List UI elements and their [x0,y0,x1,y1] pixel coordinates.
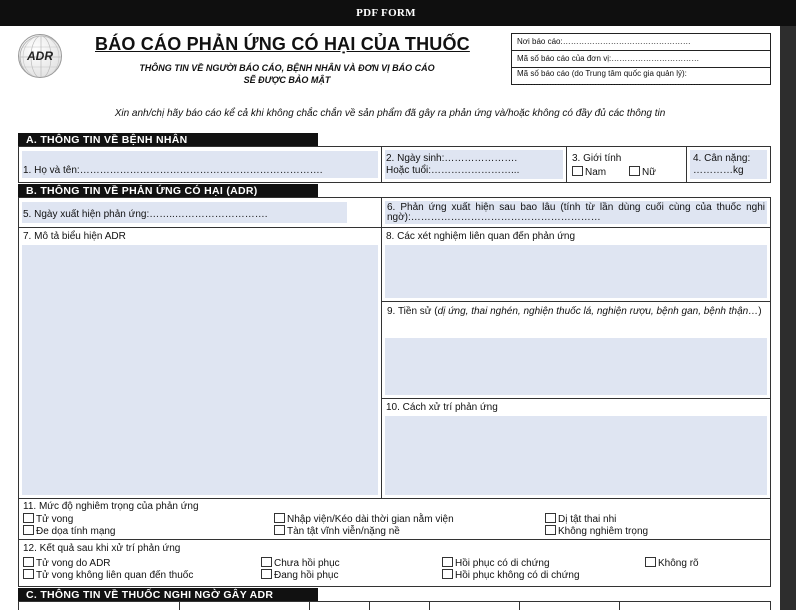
severity-birth-defect-checkbox[interactable] [545,513,556,523]
description-input[interactable] [22,245,378,495]
table-divider [429,602,430,610]
outcome-recovering-checkbox[interactable] [261,569,272,579]
outcome-death-unrelated-label: Tử vong không liên quan đến thuốc [36,570,194,581]
weight-unit: …………kg [693,165,744,176]
section-b-heading: B. THÔNG TIN VỀ PHẢN ỨNG CÓ HẠI (ADR) [18,184,318,197]
pdf-page [0,26,780,610]
outcome-recovered-sequelae-checkbox[interactable] [442,557,453,567]
onset-label: 5. Ngày xuất hiện phản ứng:……..………………………. [23,209,268,220]
severity-label: 11. Mức độ nghiêm trọng của phản ứng [23,501,199,512]
outcome-recovering-label: Đang hồi phục [274,570,339,581]
severity-death-label: Tử vong [36,514,74,525]
outcome-recovering-option[interactable] [261,569,339,581]
severity-cell [18,498,771,540]
section-c-heading: C. THÔNG TIN VỀ THUỐC NGHI NGỜ GÂY ADR [18,588,318,601]
history-label [387,306,765,318]
form-subtitle [92,62,482,86]
history-label-start: 9. Tiền sử ( [387,306,438,317]
description-label: 7. Mô tả biểu hiện ADR [23,231,126,242]
severity-disability-checkbox[interactable] [274,525,285,535]
sex-female-checkbox[interactable] [629,166,640,176]
scrollbar-track[interactable] [780,26,796,610]
outcome-cell [18,539,771,587]
national-code-label: Mã số báo cáo (do Trung tâm quốc gia quản lý): [517,69,687,78]
age-label: Hoặc tuổi:……………………... [386,165,520,176]
report-unit-code-field[interactable]: Mã số báo cáo của đơn vị:…………………………… [512,51,770,68]
history-cell [381,301,771,399]
sex-cell [566,146,687,183]
treatment-input[interactable] [385,416,767,495]
description-cell [18,227,382,499]
interval-cell [381,197,771,228]
viewer-title: PDF FORM [356,7,416,19]
table-divider [519,602,520,610]
severity-death-checkbox[interactable] [23,513,34,523]
outcome-death-unrelated-option[interactable] [23,569,193,581]
severity-hospital-option[interactable] [274,513,454,525]
history-input[interactable] [385,338,767,395]
severity-not-serious-checkbox[interactable] [545,525,556,535]
sex-male-option[interactable] [572,166,606,178]
outcome-label: 12. Kết quả sau khi xử trí phản ứng [23,543,181,554]
section-c-table [18,601,771,610]
section-a-heading: A. THÔNG TIN VỀ BỆNH NHÂN [18,133,318,146]
severity-hospital-checkbox[interactable] [274,513,285,523]
outcome-recovered-option[interactable] [442,569,580,581]
history-label-examples: dị ứng, thai nghén, nghiện thuốc lá, nghiện rượu, bệnh gan, bệnh thận… [437,306,759,317]
sex-male-checkbox[interactable] [572,166,583,176]
treatment-label: 10. Cách xử trí phản ứng [386,402,498,413]
report-info-box [511,33,771,85]
severity-disability-label: Tàn tật vĩnh viễn/nặng nề [287,526,400,537]
outcome-unknown-checkbox[interactable] [645,557,656,567]
outcome-not-recovered-option[interactable] [261,557,340,569]
patient-name-cell [18,146,382,183]
national-code-dots: …………………………………………………………… [517,78,701,86]
outcome-unknown-option[interactable] [645,557,699,569]
interval-label: 6. Phản ứng xuất hiện sau bao lâu (tính từ lần dùng cuối cùng của thuốc nghi ngờ):………………………………………………… [387,202,765,223]
severity-life-threat-checkbox[interactable] [23,525,34,535]
outcome-death-adr-label: Tử vong do ADR [36,558,111,569]
outcome-death-unrelated-checkbox[interactable] [23,569,34,579]
weight-label: 4. Cân nặng: [693,153,751,164]
sex-female-option[interactable] [629,166,656,178]
table-divider [369,602,370,610]
severity-birth-defect-label: Dị tật thai nhi [558,514,617,525]
severity-not-serious-label: Không nghiêm trọng [558,526,649,537]
logo-text: ADR [27,49,53,63]
outcome-not-recovered-label: Chưa hồi phục [274,558,340,569]
outcome-recovered-checkbox[interactable] [442,569,453,579]
history-label-end: ) [758,306,762,317]
treatment-cell [381,398,771,499]
table-divider [619,602,620,610]
outcome-recovered-sequelae-label: Hồi phục có di chứng [455,558,550,569]
severity-hospital-label: Nhập viện/Kéo dài thời gian nằm viện [287,514,454,525]
dob-label: 2. Ngày sinh:…………………. [386,153,518,164]
adr-logo [18,34,62,78]
dob-cell [381,146,567,183]
severity-disability-option[interactable] [274,525,400,537]
notice-text: Xin anh/chị hãy báo cáo kể cả khi không chắc chắn về sản phẩm đã gây ra phản ứng và/hoặc không có đầy đủ các thông tin [114,108,666,119]
viewer-toolbar [0,0,796,26]
tests-label: 8. Các xét nghiệm liên quan đến phản ứng [386,231,576,242]
table-divider [179,602,180,610]
outcome-recovered-sequelae-option[interactable] [442,557,550,569]
sex-label: 3. Giới tính [572,153,622,164]
severity-life-threat-label: Đe dọa tính mạng [36,526,116,537]
outcome-not-recovered-checkbox[interactable] [261,557,272,567]
onset-cell [18,197,382,228]
subtitle-line-2: SẼ ĐƯỢC BẢO MẬT [243,75,331,85]
table-divider [309,602,310,610]
tests-input[interactable] [385,245,767,298]
outcome-death-adr-option[interactable] [23,557,111,569]
outcome-death-adr-checkbox[interactable] [23,557,34,567]
weight-cell [686,146,771,183]
outcome-recovered-label: Hồi phục không có di chứng [455,570,580,581]
tests-cell [381,227,771,302]
report-national-code-field[interactable] [512,68,770,86]
subtitle-line-1: THÔNG TIN VỀ NGƯỜI BÁO CÁO, BỆNH NHÂN VÀ ĐƠN VỊ BÁO CÁO [139,63,435,73]
report-place-field[interactable]: Nơi báo cáo:………………………………………… [512,34,770,51]
sex-male-label: Nam [585,167,607,178]
severity-birth-defect-option[interactable] [545,513,616,525]
severity-not-serious-option[interactable] [545,525,648,537]
severity-life-threat-option[interactable] [23,525,116,537]
form-title: BÁO CÁO PHẢN ỨNG CÓ HẠI CỦA THUỐC [95,34,470,54]
severity-death-option[interactable] [23,513,73,525]
patient-name-label: 1. Họ và tên:………………………………………………………………. [23,165,323,176]
outcome-unknown-label: Không rõ [658,558,699,569]
sex-female-label: Nữ [642,167,656,178]
